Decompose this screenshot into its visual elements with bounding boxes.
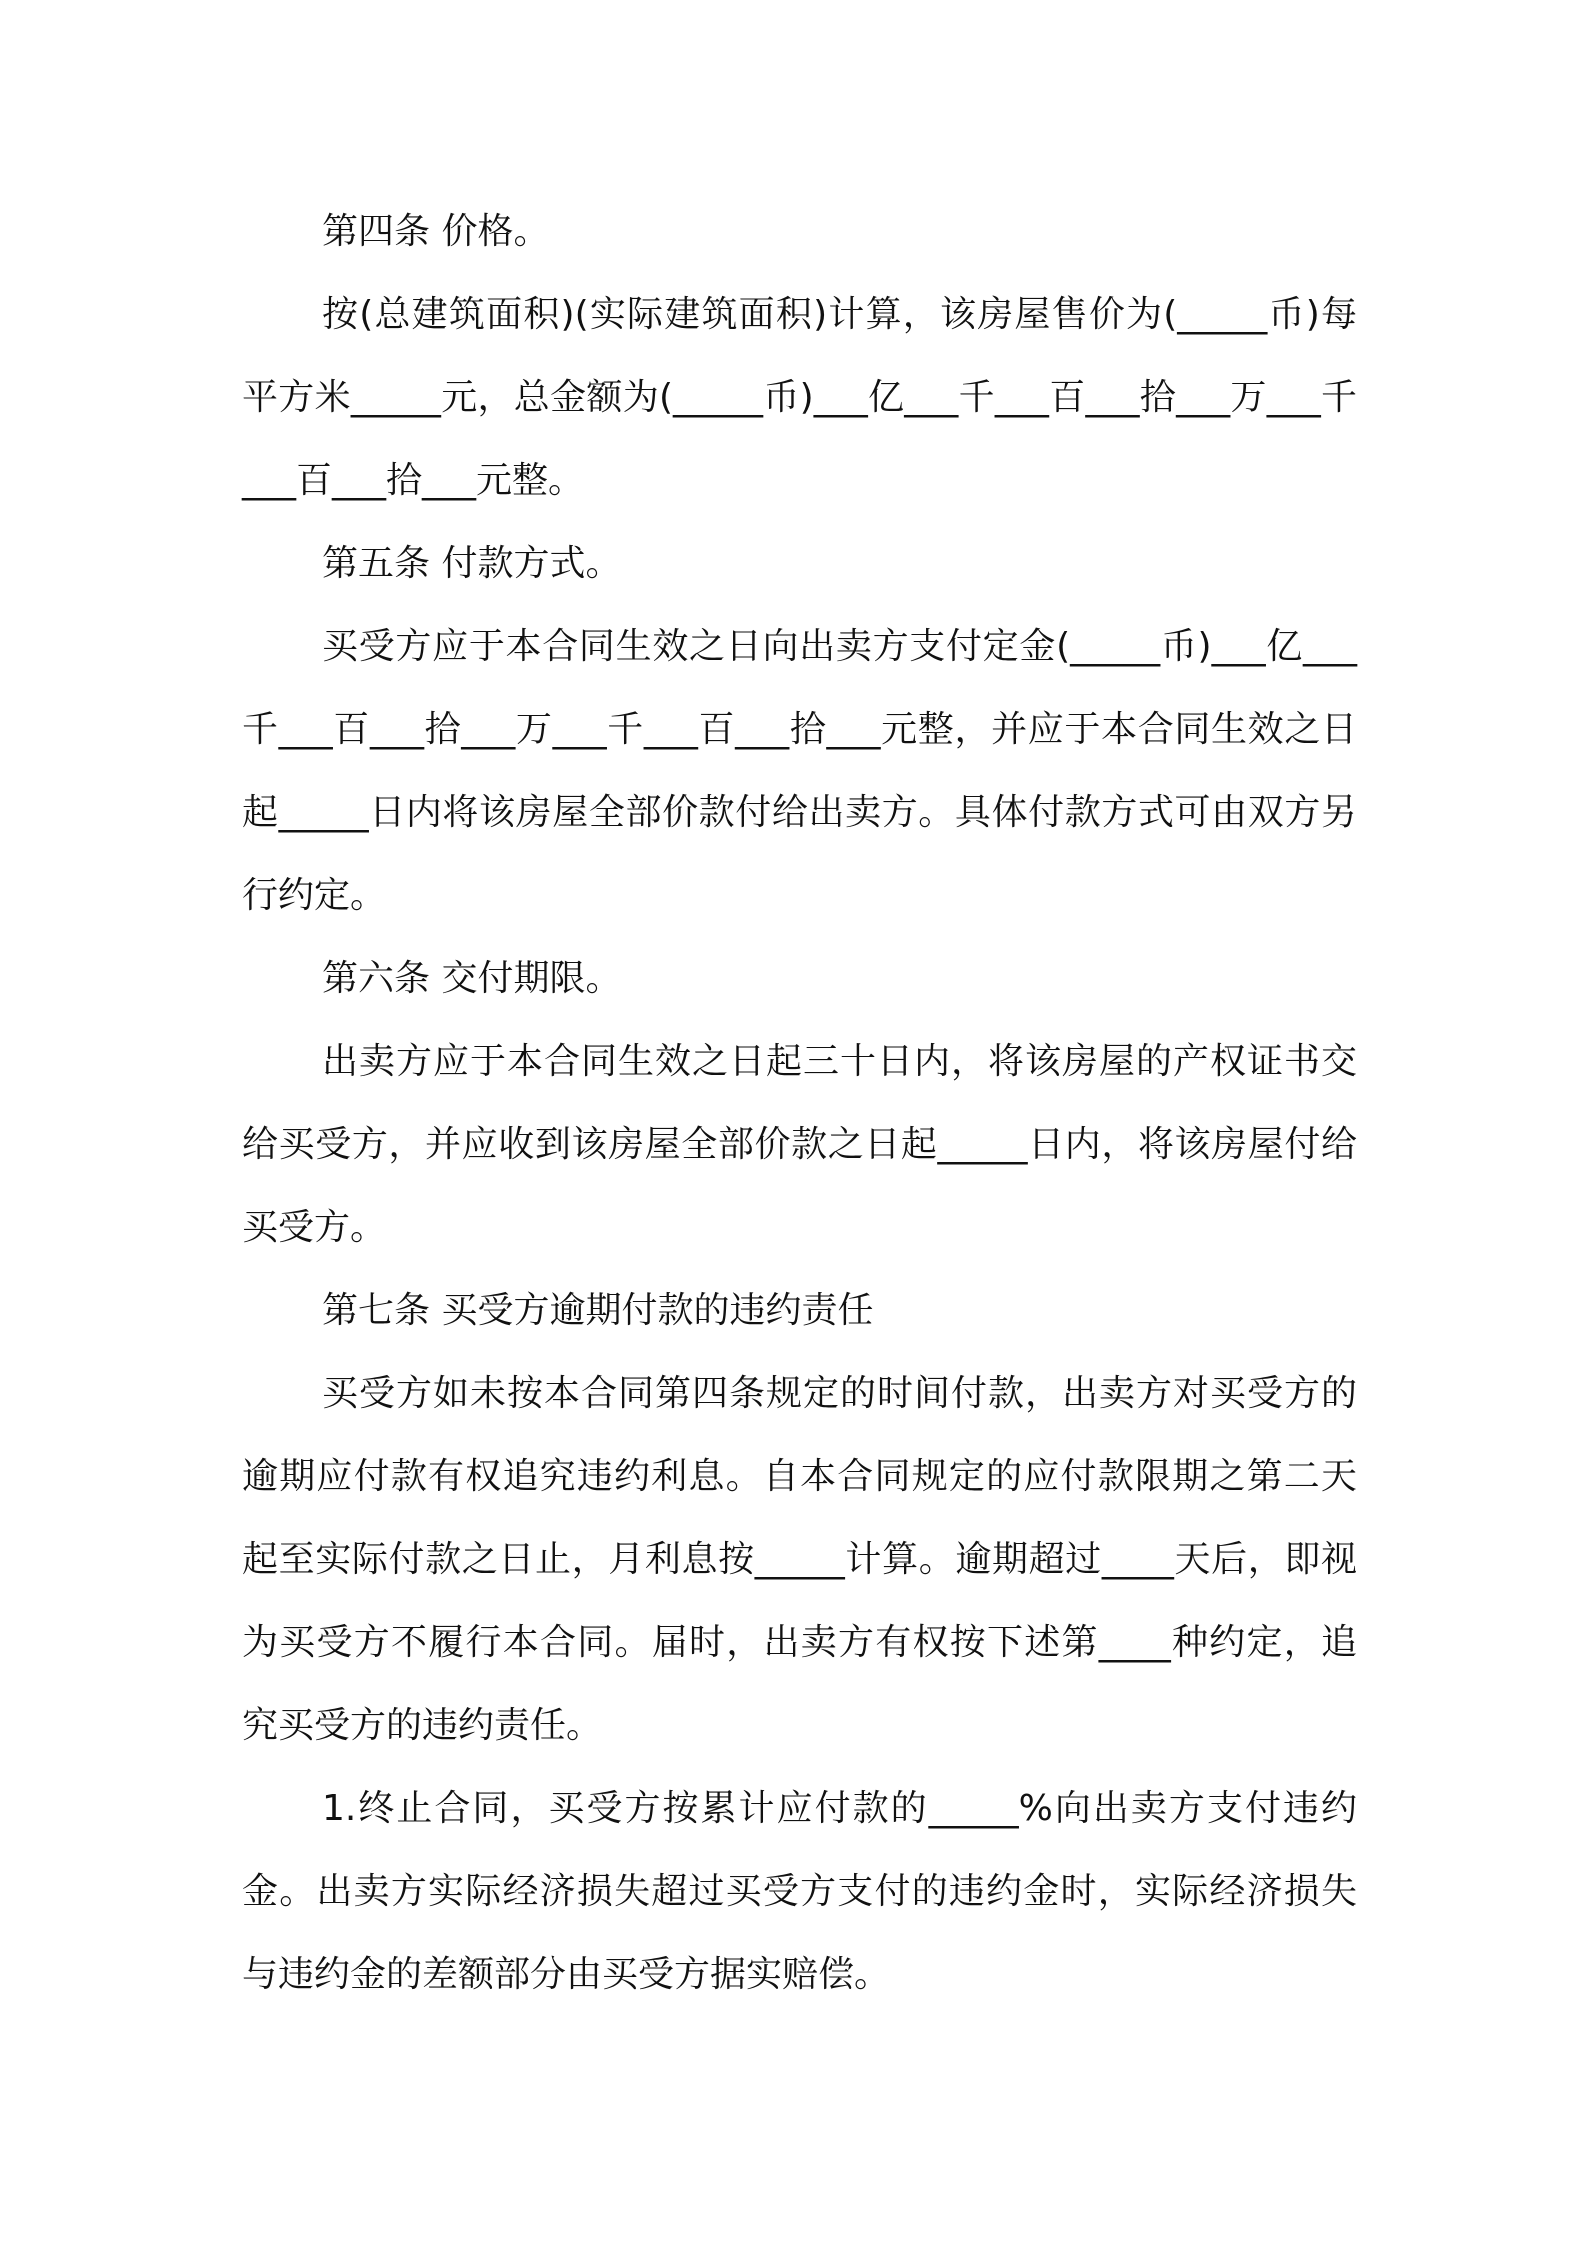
article-7-heading: 第七条 买受方逾期付款的违约责任 bbox=[322, 1290, 874, 1331]
article-5-heading: 第五条 付款方式。 bbox=[322, 543, 622, 584]
article-4-heading: 第四条 价格。 bbox=[322, 211, 550, 252]
article-7-body: 买受方如未按本合同第四条规定的时间付款，出卖方对买受方的逾期应付款有权追究违约利息。自本合同规定的应付款限期之第二天起至实际付款之日止，月利息按_____计算。逾期超过____天后，即视为买受方不履行本合同。届时，出卖方有权按下述第____种约定，追究买受方的违约责任。 bbox=[242, 1373, 1357, 1746]
document-page bbox=[242, 190, 1357, 2016]
article-6-body: 出卖方应于本合同生效之日起三十日内，将该房屋的产权证书交给买受方，并应收到该房屋全部价款之日起_____日内，将该房屋付给买受方。 bbox=[242, 1041, 1357, 1248]
article-7-item-1: 1.终止合同，买受方按累计应付款的_____%向出卖方支付违约金。出卖方实际经济损失超过买受方支付的违约金时，实际经济损失与违约金的差额部分由买受方据实赔偿。 bbox=[242, 1788, 1357, 1995]
article-6-heading: 第六条 交付期限。 bbox=[322, 958, 622, 999]
article-5-body: 买受方应于本合同生效之日向出卖方支付定金(_____币)___亿___千___百___拾___万___千___百___拾___元整，并应于本合同生效之日起_____日内将该房屋全部价款付给出卖方。具体付款方式可由双方另行约定。 bbox=[242, 626, 1357, 916]
article-4-body: 按(总建筑面积)(实际建筑面积)计算，该房屋售价为(_____币)每平方米_____元，总金额为(_____币)___亿___千___百___拾___万___千___百___拾___元整。 bbox=[242, 294, 1357, 501]
